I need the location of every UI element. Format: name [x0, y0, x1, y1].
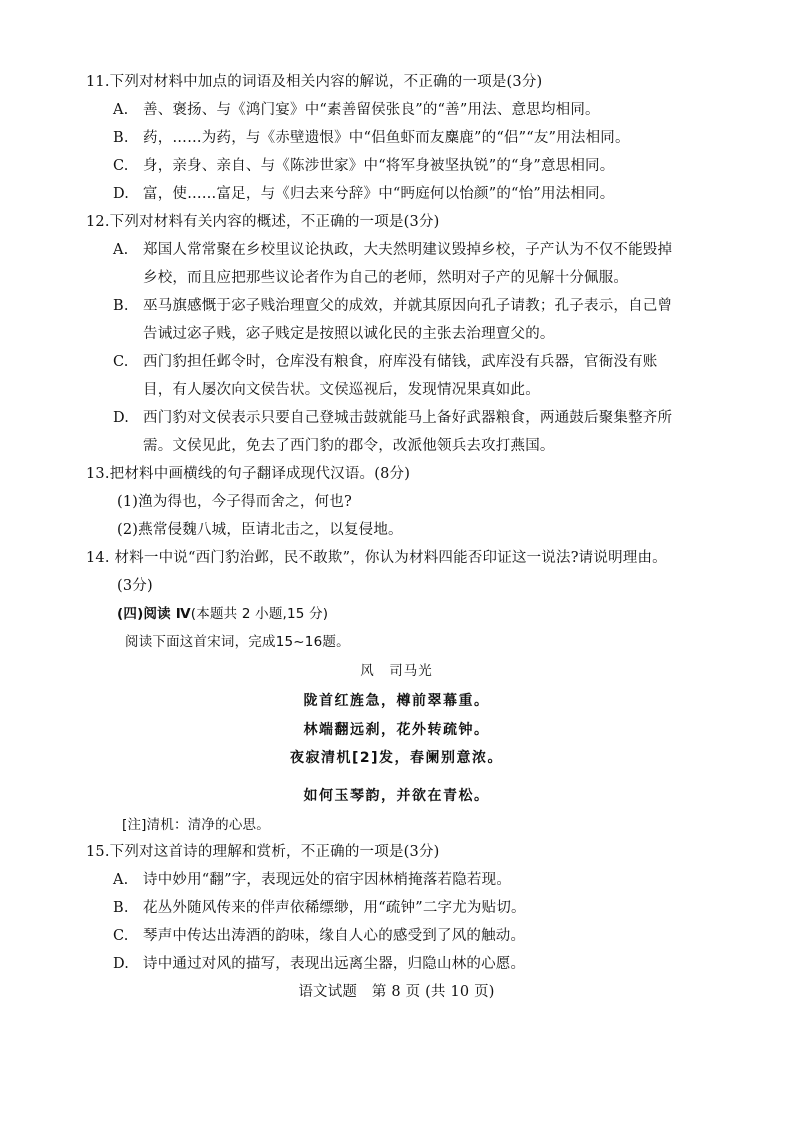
q12-option-d-continued: 需。文侯见此，免去了西门豹的郡令，改派他领兵去攻打燕国。 — [143, 438, 555, 454]
option-text: 诗中通过对风的描写，表现出远离尘器，归隐山林的心愿。 — [143, 956, 526, 972]
q11-option-d — [113, 184, 614, 204]
q11-option-a — [113, 100, 600, 120]
q12-option-c — [113, 352, 658, 372]
option-text: 西门豹对文侯表示只要自己登城击鼓就能马上备好武器粮食，两通鼓后聚集整齐所 — [143, 410, 673, 426]
q12-option-b-continued: 告诫过宓子贱，宓子贱定是按照以诚化民的主张去治理亶父的。 — [143, 326, 555, 342]
section-intro: 阅读下面这首宋词，完成15~16题。 — [125, 634, 350, 650]
q13-stem: 13.把材料中画横线的句子翻译成现代汉语。(8分) — [86, 466, 411, 482]
option-label: C. — [113, 928, 129, 944]
option-label: C. — [113, 158, 129, 174]
section-title: (四)阅读 Ⅳ — [117, 606, 191, 622]
option-label: B. — [113, 298, 129, 314]
option-text: 药，……为药，与《赤壁遗恨》中“侣鱼虾而友麋鹿”的“侣”“友”用法相同。 — [143, 130, 630, 146]
option-text: 琴声中传达出涛酒的韵味，缘自人心的感受到了风的触动。 — [143, 928, 526, 944]
option-label: D. — [113, 410, 130, 426]
q15-option-d — [113, 954, 525, 974]
option-label: D. — [113, 186, 130, 202]
option-label: B. — [113, 900, 129, 916]
q12-option-b — [113, 296, 672, 316]
q12-option-d — [113, 408, 672, 428]
q12-option-a — [113, 240, 672, 260]
q14-score: (3分) — [117, 578, 153, 594]
q13-item-1: (1)渔为得也，今子得而舍之，何也? — [117, 494, 352, 510]
q11-option-b — [113, 128, 630, 148]
section-heading — [117, 604, 328, 624]
option-label: C. — [113, 354, 129, 370]
option-text: 善、褒扬、与《鸿门宴》中“素善留侯张良”的“善”用法、意思均相同。 — [143, 102, 600, 118]
section-note: (本题共 2 小题,15 分) — [190, 606, 329, 622]
option-text: 诗中妙用“翻”字，表现远处的宿宇因林梢掩落若隐若现。 — [143, 872, 512, 888]
q15-option-b — [113, 898, 526, 918]
q12-option-a-continued: 乡校，而且应把那些议论者作为自己的老师，然明对子产的见解十分佩服。 — [143, 270, 629, 286]
q15-option-c — [113, 926, 525, 946]
poem-note: [注]清机：清净的心思。 — [122, 817, 270, 833]
poem-title: 风 司马光 — [360, 663, 433, 679]
q11-option-c — [113, 156, 614, 176]
q12-option-c-continued: 目，有人屡次向文侯告状。文侯巡视后，发现情况果真如此。 — [143, 382, 540, 398]
option-label: A. — [113, 242, 129, 258]
q11-stem: 11.下列对材料中加点的词语及相关内容的解说，不正确的一项是(3分) — [86, 74, 543, 90]
poem-line-1: 陇首红旌急，樽前翠幕重。 — [303, 693, 490, 709]
option-text: 西门豹担任邺令时，仓库没有粮食，府库没有储钱，武库没有兵器，官衙没有账 — [143, 354, 658, 370]
poem-line-4: 如何玉琴韵，并欲在青松。 — [303, 788, 490, 804]
q15-option-a — [113, 870, 511, 890]
option-text: 富，使……富足，与《归去来兮辞》中“眄庭何以怡颜”的“怡”用法相同。 — [143, 186, 615, 202]
q14-stem: 14. 材料一中说“西门豹治邺，民不敢欺”，你认为材料四能否印证这一说法?请说明理由。 — [86, 550, 667, 566]
page-footer: 语文试题 第 8 页 (共 10 页) — [298, 984, 495, 1000]
poem-line-3: 夜寂清机[2]发，春阑别意浓。 — [289, 750, 504, 766]
option-label: A. — [113, 102, 129, 118]
q15-stem: 15.下列对这首诗的理解和赏析，不正确的一项是(3分) — [86, 844, 440, 860]
option-label: A. — [113, 872, 129, 888]
option-label: D. — [113, 956, 130, 972]
q13-item-2: (2)燕常侵魏八城，臣请北击之，以复侵地。 — [117, 522, 403, 538]
option-text: 花丛外随风传来的伴声依稀缥缈，用“疏钟”二字尤为贴切。 — [143, 900, 526, 916]
option-text: 身，亲身、亲自、与《陈涉世家》中“将军身被坚执锐”的“身”意思相同。 — [143, 158, 615, 174]
option-label: B. — [113, 130, 129, 146]
option-text: 郑国人常常聚在乡校里议论执政，大夫然明建议毁掉乡校，子产认为不仅不能毁掉 — [143, 242, 673, 258]
option-text: 巫马旗感慨于宓子贱治理亶父的成效，并就其原因向孔子请教；孔子表示，自己曾 — [143, 298, 673, 314]
poem-line-2: 林端翻远刹，花外转疏钟。 — [303, 722, 490, 738]
q12-stem: 12.下列对材料有关内容的概述，不正确的一项是(3分) — [86, 214, 440, 230]
